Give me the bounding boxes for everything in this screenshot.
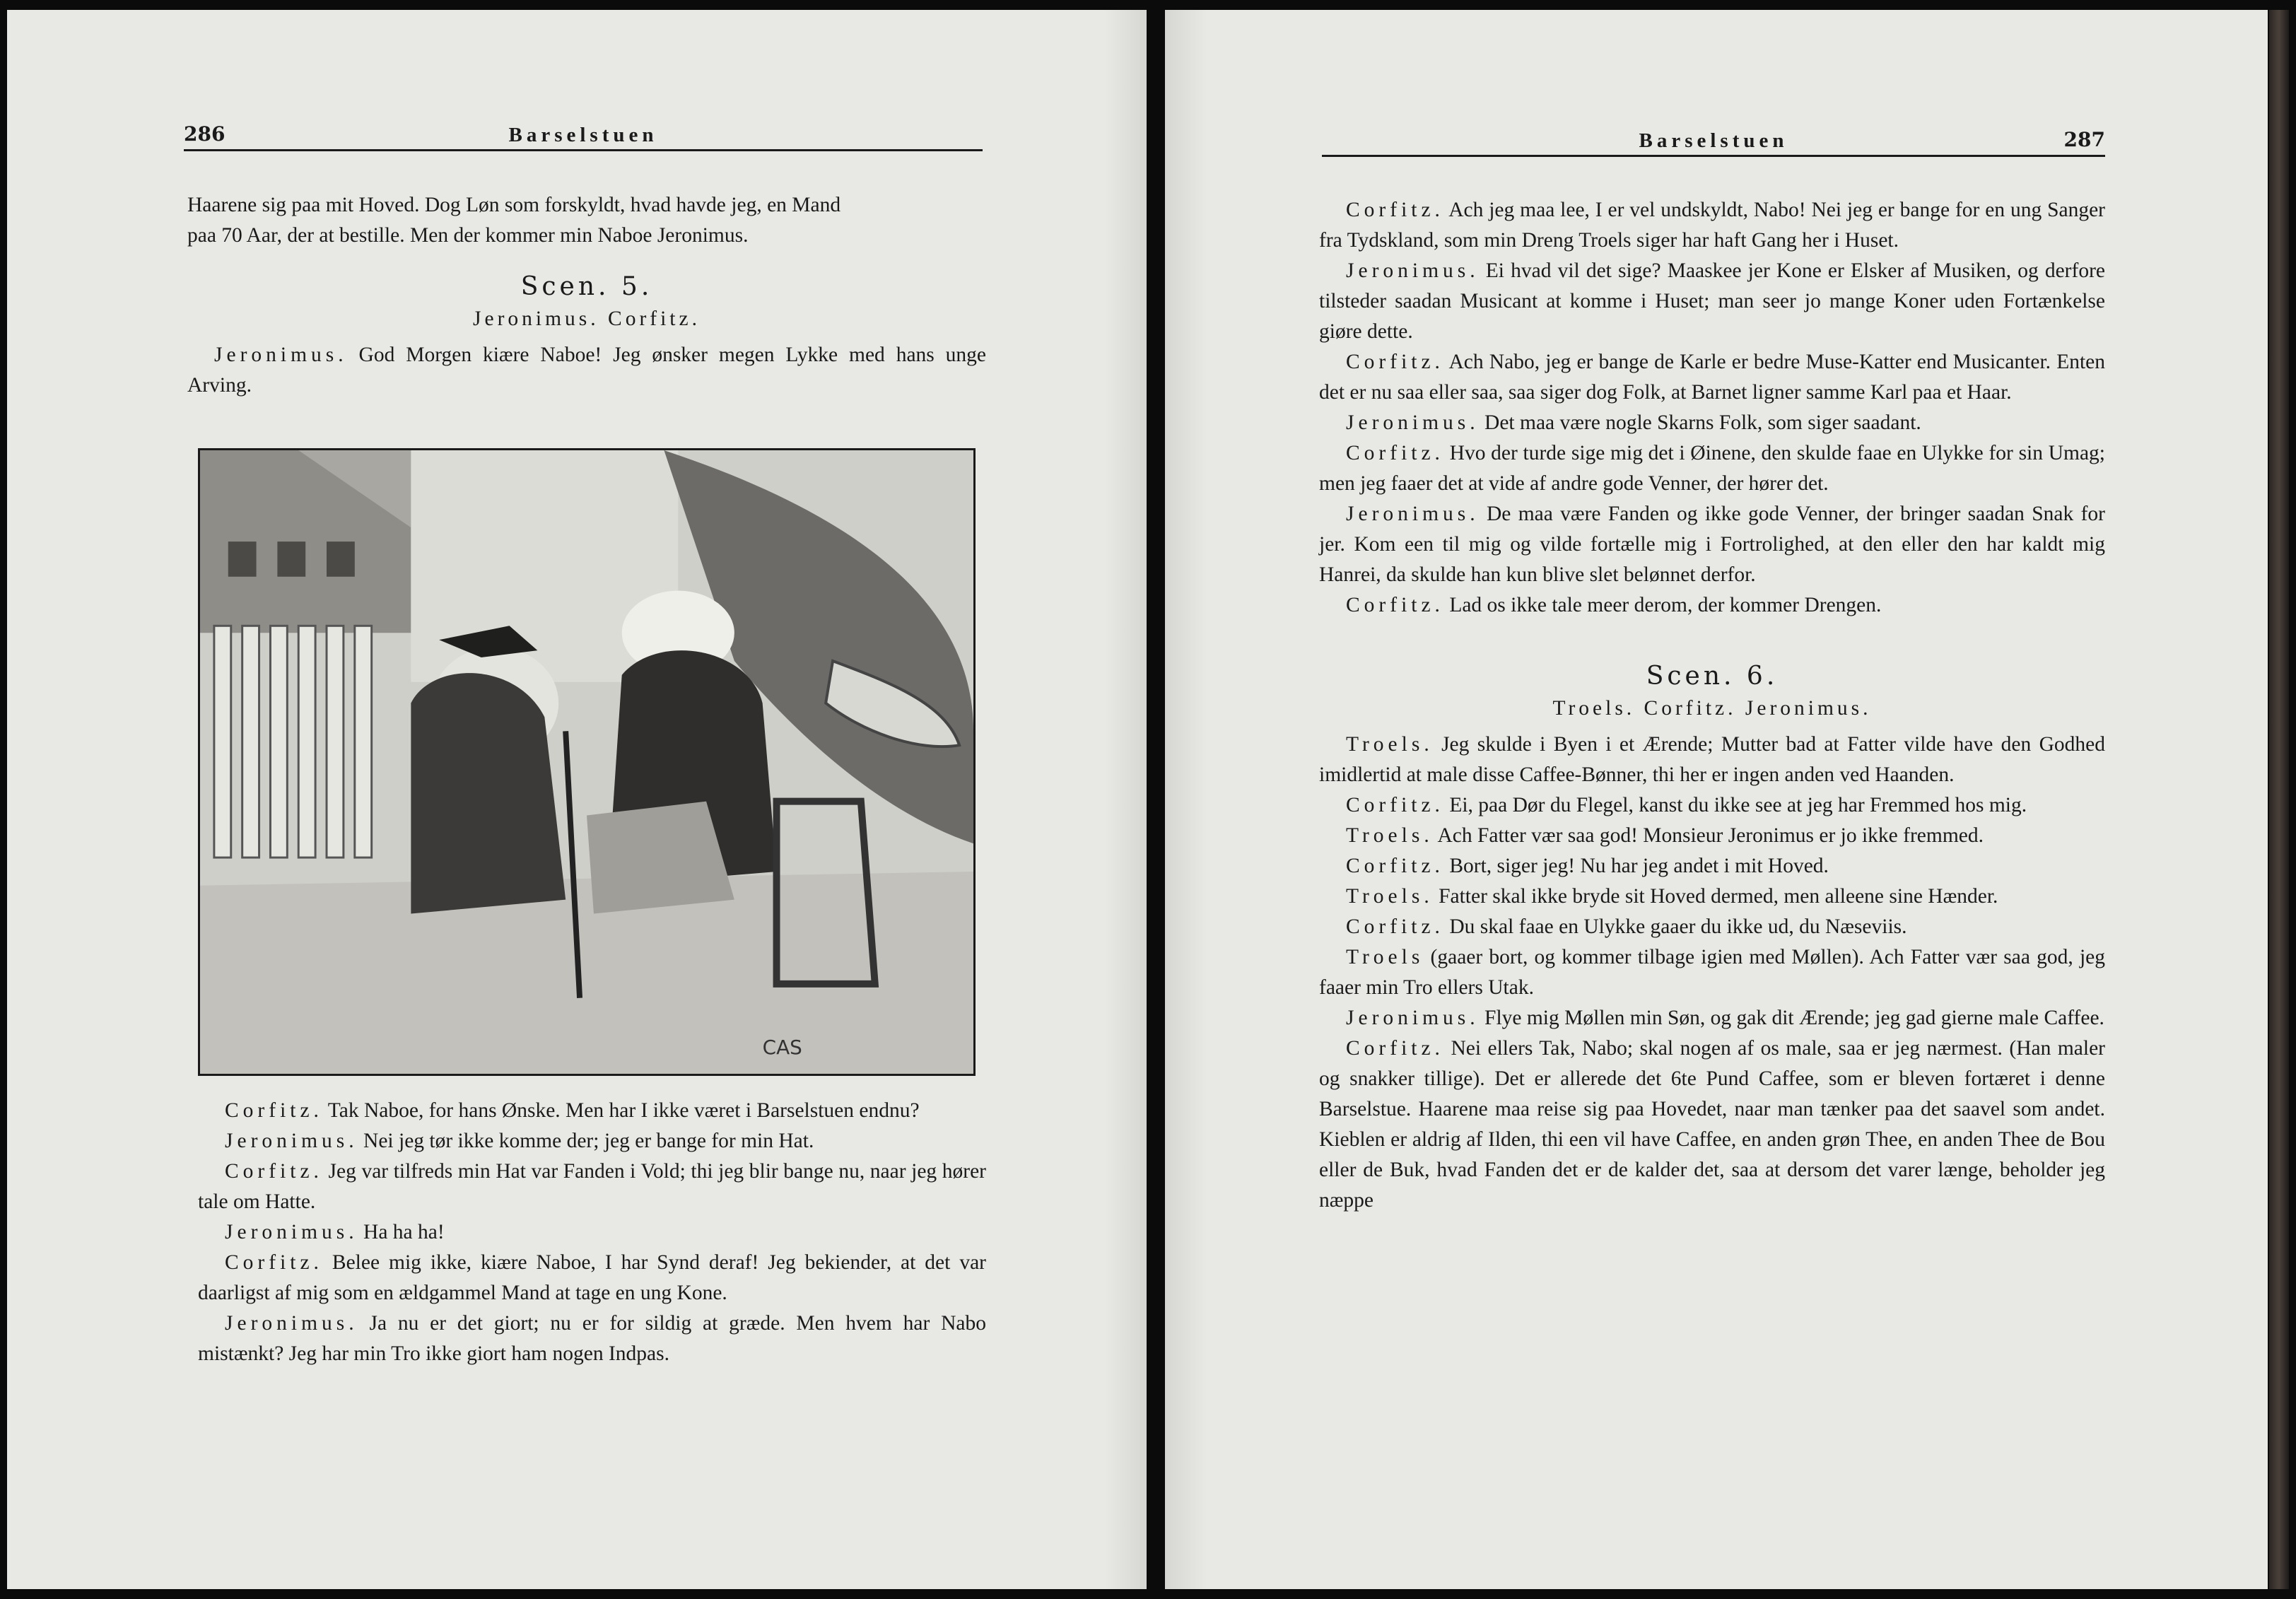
header-rule — [1322, 155, 2105, 157]
dialogue-paragraph — [1319, 408, 2105, 438]
speech-text: Nei ellers Tak, Nabo; skal nogen af os male, saa er jeg nærmest. (Han maler og snakker tillige). Det er allerede det 6te Pund Caffee, som er bleven fortæret i denne Barselstue. Haarene maa reise sig paa Hovedet, naar man tænker paa det saavel som andet. Kieblen er aldrig af Ilden, thi een vil have Caffee, en anden grøn Thee, en anden Thee de Bou eller de Buk, hvad Fanden det er de kalder det, saa at dersom det varer længe, beholder jeg næppe — [1319, 1037, 2106, 1212]
dialogue-paragraph — [198, 1217, 986, 1248]
dialogue-paragraph — [1319, 438, 2105, 499]
speaker-name: Corfitz. — [1346, 1037, 1444, 1060]
dialogue-paragraph — [187, 340, 986, 401]
speech-text: Hvo der turde sige mig det i Øinene, den skulde faae en Ulykke for sin Umag; men jeg faaer det at vide af andre gode Venner, der hører det. — [1319, 442, 2105, 495]
speaker-name: Jeronimus. — [1346, 503, 1480, 525]
speech-text: De maa være Fanden og ikke gode Venner, der bringer saadan Snak for jer. Kom een til mig og vilde fortælle mig i Fortrolighed, at den eller den har kaldt mig Hanrei, da skulde han kun blive slet belønnet derfor. — [1319, 503, 2105, 586]
speech-text: Tak Naboe, for hans Ønske. Men har I ikke været i Barselstuen endnu? — [327, 1099, 920, 1122]
dialogue-paragraph — [1319, 195, 2105, 256]
dialogue-paragraph — [1319, 821, 2105, 851]
speaker-name: Troels — [1346, 946, 1424, 968]
page-gutter-shadow — [1104, 10, 1147, 1589]
speech-text: Du skal faae en Ulykke gaaer du ikke ud, du Næseviis. — [1449, 915, 1907, 938]
speaker-name: Jeronimus. — [1346, 411, 1480, 434]
scene-heading: Scen. 5. — [520, 272, 653, 301]
running-title: Barselstuen — [1639, 129, 1788, 152]
speech-text: Bort, siger jeg! Nu har jeg andet i mit Hoved. — [1449, 855, 1829, 877]
speech-text: Ei, paa Dør du Flegel, kanst du ikke see at jeg har Fremmed hos mig. — [1449, 794, 2027, 816]
speaker-name: Troels. — [1346, 885, 1434, 908]
dialogue-paragraph — [198, 1248, 986, 1308]
speech-text: Lad os ikke tale meer derom, der kommer Drengen. — [1449, 594, 1882, 616]
dialogue-paragraph — [1319, 882, 2105, 912]
speaker-name: Corfitz. — [1346, 351, 1444, 373]
dialogue-paragraph — [1319, 590, 2105, 621]
dialogue-paragraph — [1319, 730, 2105, 790]
speech-text: God Morgen kiære Naboe! Jeg ønsker megen Lykke med hans unge Arving. — [187, 344, 986, 397]
speech-text: Jeg var tilfreds min Hat var Fanden i Vold; thi jeg blir bange nu, naar jeg hører tale om Hatte. — [198, 1160, 987, 1213]
speech-text: Ha ha ha! — [363, 1221, 445, 1243]
dialogue-paragraph — [1319, 256, 2105, 347]
speech-text: Ach Nabo, jeg er bange de Karle er bedre Muse-Katter end Musicanter. Enten det er nu saa eller saa, saa siger dog Folk, at Barnet ligner samme Karl paa et Haar. — [1319, 351, 2105, 404]
speech-text: (gaaer bort, og kommer tilbage igien med Møllen). Ach Fatter vær saa god, jeg faaer min Tro ellers Utak. — [1319, 946, 2106, 999]
running-title: Barselstuen — [508, 124, 658, 146]
left-page — [7, 10, 1147, 1589]
text-line: paa 70 Aar, der at bestille. Men der kommer min Naboe Jeronimus. — [187, 224, 749, 247]
speech-text: Ach Fatter vær saa god! Monsieur Jeronimus er jo ikke fremmed. — [1437, 824, 1984, 847]
scene-cast: Jeronimus. Corfitz. — [473, 308, 701, 330]
speaker-name: Jeronimus. — [225, 1312, 358, 1335]
page-number: 286 — [184, 122, 226, 146]
header-rule — [184, 149, 983, 151]
scene-cast: Troels. Corfitz. Jeronimus. — [1552, 697, 1872, 720]
speech-text: Nei jeg tør ikke komme der; jeg er bange for min Hat. — [363, 1130, 814, 1152]
speaker-name: Corfitz. — [1346, 794, 1444, 816]
book-spine-edge — [2269, 10, 2289, 1589]
page-number: 287 — [2063, 128, 2105, 151]
illustration-engraving — [198, 448, 976, 1076]
dialogue-paragraph — [198, 1308, 986, 1369]
speaker-name: Corfitz. — [1346, 199, 1444, 221]
right-page — [1165, 10, 2268, 1589]
speaker-name: Corfitz. — [225, 1099, 323, 1122]
speech-text: Flye mig Møllen min Søn, og gak dit Ærende; jeg gad gierne male Caffee. — [1484, 1007, 2104, 1029]
speaker-name: Corfitz. — [1346, 855, 1444, 877]
speech-text: Fatter skal ikke bryde sit Hoved dermed, men alleene sine Hænder. — [1439, 885, 1998, 908]
speaker-name: Jeronimus. — [225, 1221, 358, 1243]
speech-text: Ei hvad vil det sige? Maaskee jer Kone er Elsker af Musiken, og derfore tilsteder saadan Musicant at komme i Huset; man seer jo mange Koner uden Fortænkelse giøre dette. — [1319, 259, 2105, 343]
speaker-name: Corfitz. — [1346, 594, 1444, 616]
scene-heading: Scen. 6. — [1646, 662, 1779, 691]
speaker-name: Jeronimus. — [214, 344, 348, 366]
text-block-top — [187, 190, 986, 401]
speaker-name: Corfitz. — [225, 1160, 323, 1183]
speech-text: Ja nu er det giort; nu er for sildig at græde. Men hvem har Nabo mistænkt? Jeg har min Tro ikke giort ham nogen Indpas. — [198, 1312, 987, 1365]
dialogue-paragraph — [198, 1156, 986, 1217]
dialogue-paragraph — [198, 1126, 986, 1156]
dialogue-paragraph — [198, 1096, 986, 1126]
dialogue-paragraph — [1319, 942, 2105, 1003]
speech-text: Det maa være nogle Skarns Folk, som siger saadant. — [1484, 411, 1921, 434]
page-gutter-shadow — [1165, 10, 1207, 1589]
speaker-name: Jeronimus. — [225, 1130, 358, 1152]
running-header — [184, 123, 983, 151]
speaker-name: Jeronimus. — [1346, 1007, 1480, 1029]
running-header — [1322, 129, 2105, 157]
illustration-signature: CAS — [762, 1036, 802, 1060]
speaker-name: Troels. — [1346, 733, 1434, 756]
dialogue-paragraph — [1319, 790, 2105, 821]
dialogue-paragraph — [1319, 1003, 2105, 1033]
speaker-name: Troels. — [1346, 824, 1434, 847]
speaker-name: Corfitz. — [225, 1251, 323, 1274]
illustration-image — [200, 450, 973, 1074]
speech-text: Belee mig ikke, kiære Naboe, I har Synd deraf! Jeg bekiender, at det var daarligst af mig som en ældgammel Mand at tage en ung Kone. — [198, 1251, 986, 1304]
dialogue-paragraph — [1319, 499, 2105, 590]
dialogue-paragraph — [1319, 347, 2105, 408]
speaker-name: Corfitz. — [1346, 915, 1444, 938]
text-block-bottom — [198, 1096, 986, 1369]
dialogue-paragraph — [1319, 1033, 2105, 1216]
text-block-main — [1319, 195, 2105, 1216]
speaker-name: Corfitz. — [1346, 442, 1444, 464]
dialogue-paragraph — [1319, 912, 2105, 942]
speech-text: Ach jeg maa lee, I er vel undskyldt, Nabo! Nei jeg er bange for en ung Sanger fra Tydskland, som min Dreng Troels siger har haft Gang her i Huset. — [1319, 199, 2105, 252]
speaker-name: Jeronimus. — [1346, 259, 1480, 282]
dialogue-paragraph — [1319, 851, 2105, 882]
text-line: Haarene sig paa mit Hoved. Dog Løn som forskyldt, hvad havde jeg, en Mand — [187, 194, 841, 216]
speech-text: Jeg skulde i Byen i et Ærende; Mutter bad at Fatter vilde have den Godhed imidlertid at male disse Caffee-Bønner, thi her er ingen anden ved Haanden. — [1319, 733, 2106, 786]
